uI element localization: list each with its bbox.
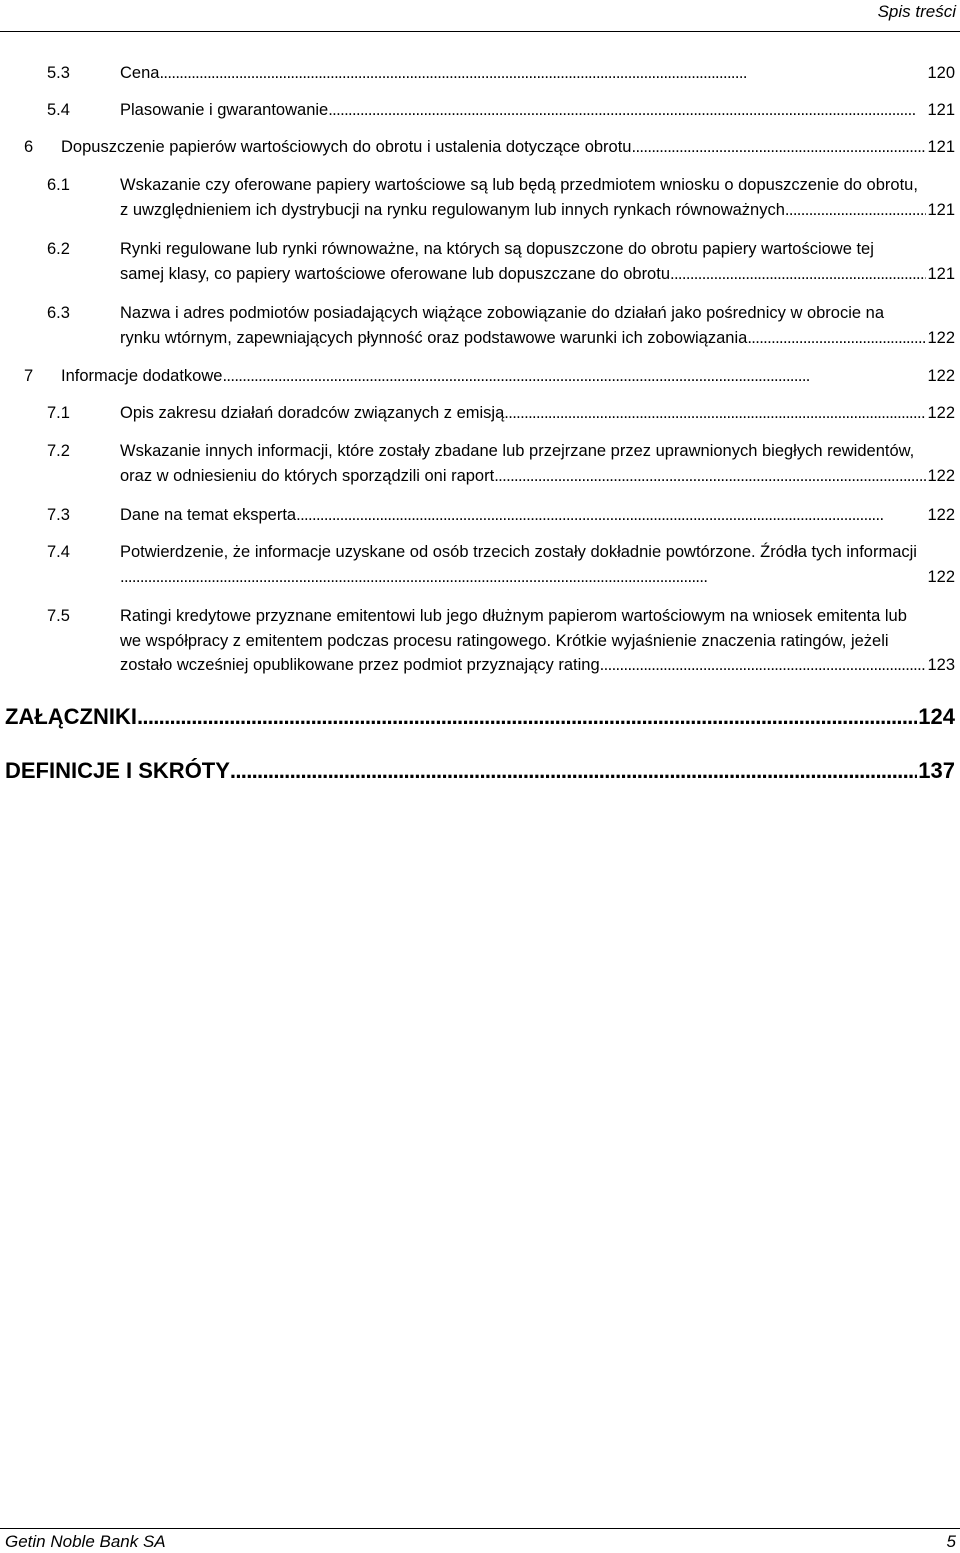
toc-entry-title-line: Rynki regulowane lub rynki równoważne, na których są dopuszczone do obrotu papiery wartościowe tej xyxy=(120,240,874,258)
toc-entry-title-line: Wskazanie innych informacji, które zostały zbadane lub przejrzane przez uprawnionych biegłych rewidentów, xyxy=(120,442,915,460)
toc-leader xyxy=(494,464,926,489)
toc-leader xyxy=(670,262,926,287)
toc-entry-number: 7.4 xyxy=(47,543,70,561)
toc-leader xyxy=(785,198,927,223)
toc-entry-page: 121 xyxy=(927,138,955,156)
toc-entry-title-line: Nazwa i adres podmiotów posiadających wiążące zobowiązanie do działań jako pośrednicy w obrocie na xyxy=(120,304,885,322)
toc-leader xyxy=(328,98,926,123)
toc-entry-page: 120 xyxy=(927,64,955,82)
toc-appendix-title: DEFINICJE I SKRÓTY xyxy=(5,758,230,783)
toc-entry-title: Dane na temat eksperta xyxy=(120,506,297,524)
toc-entry-page: 122 xyxy=(927,404,955,422)
toc-leader xyxy=(296,503,926,528)
toc-entry[interactable] xyxy=(47,503,955,528)
toc-leader xyxy=(120,565,926,590)
toc-entry[interactable] xyxy=(24,135,955,160)
toc-entry-title: Dopuszczenie papierów wartościowych do obrotu i ustalenia dotyczące obrotu xyxy=(61,138,632,156)
toc-entry-page: 122 xyxy=(927,567,955,586)
toc-entry-title: zostało wcześniej opublikowane przez podmiot przyznający rating xyxy=(120,656,600,674)
toc-entry[interactable] xyxy=(47,540,955,589)
toc-leader xyxy=(230,757,917,785)
toc-entry-number: 7.2 xyxy=(47,442,70,460)
toc-leader xyxy=(222,364,926,389)
toc-entry-title: Cena xyxy=(120,64,160,82)
toc-entry-number: 5.3 xyxy=(47,64,70,82)
toc-entry-title-line: Potwierdzenie, że informacje uzyskane od osób trzecich zostały dokładnie powtórzone. Źródła tych informacji xyxy=(120,543,917,561)
toc-entry-page: 123 xyxy=(927,656,955,674)
toc-entry-title: Informacje dodatkowe xyxy=(61,367,223,385)
toc-entry[interactable] xyxy=(47,401,955,426)
toc-entry-title-line: Wskazanie czy oferowane papiery wartościowe są lub będą przedmiotem wniosku o dopuszczenie do obrotu, xyxy=(120,176,918,194)
toc-leader xyxy=(137,703,917,731)
toc-entry-title: z uwzględnieniem ich dystrybucji na rynku regulowanym lub innych rynkach równoważnych xyxy=(120,200,785,219)
toc-entry-title-line: we współpracy z emitentem podczas procesu ratingowego. Krótkie wyjaśnienie znaczenia ratingów, jeżeli xyxy=(120,631,889,650)
toc-entry-page: 122 xyxy=(927,367,955,385)
toc-entry-number: 5.4 xyxy=(47,101,70,119)
page-number: 5 xyxy=(946,1532,956,1551)
toc-entry-number: 6 xyxy=(24,138,34,156)
toc-entry-page: 121 xyxy=(927,101,955,119)
toc-leader xyxy=(747,326,926,351)
toc-entry[interactable] xyxy=(24,364,955,389)
toc-leader xyxy=(504,401,926,426)
toc-entry[interactable] xyxy=(47,98,955,123)
header-title: Spis treści xyxy=(877,2,956,21)
toc-entry-title: Opis zakresu działań doradców związanych z emisją xyxy=(120,404,505,422)
toc-entry-page: 121 xyxy=(927,200,955,219)
toc-entry-number: 6.3 xyxy=(47,304,70,322)
toc-entry-number: 7.1 xyxy=(47,404,70,422)
toc-leader xyxy=(600,653,927,678)
toc-leader xyxy=(159,61,926,86)
toc-leader xyxy=(631,135,926,160)
toc-entry[interactable] xyxy=(47,439,955,488)
toc-entry-page: 121 xyxy=(927,264,955,283)
footer-company: Getin Noble Bank SA xyxy=(5,1532,166,1551)
toc-entry-number: 6.1 xyxy=(47,176,70,194)
toc-entry-title: samej klasy, co papiery wartościowe oferowane lub dopuszczane do obrotu xyxy=(120,264,670,283)
toc-entry-number: 7 xyxy=(24,367,34,385)
toc-appendix-page: 137 xyxy=(918,758,955,783)
footer-divider xyxy=(0,1528,960,1529)
toc-entry-title: rynku wtórnym, zapewniających płynność oraz podstawowe warunki ich zobowiązania xyxy=(120,328,748,347)
toc-entry-number: 6.2 xyxy=(47,240,70,258)
toc-entry-number: 7.3 xyxy=(47,506,70,524)
toc-appendix-title: ZAŁĄCZNIKI xyxy=(5,704,137,729)
toc-entry[interactable] xyxy=(47,604,955,678)
toc-entry-page: 122 xyxy=(927,328,955,347)
toc-appendix-entry[interactable] xyxy=(5,703,955,731)
toc-entry-title: Plasowanie i gwarantowanie xyxy=(120,101,329,119)
toc-appendix-entry[interactable] xyxy=(5,757,955,785)
toc-appendix-page: 124 xyxy=(918,704,955,729)
toc-entry-page: 122 xyxy=(927,506,955,524)
toc-entry[interactable] xyxy=(47,61,955,86)
toc-entry-title: oraz w odniesieniu do których sporządzili oni raport xyxy=(120,466,495,485)
toc-entry-number: 7.5 xyxy=(47,607,70,625)
toc-entry[interactable] xyxy=(47,301,955,350)
toc-entry-page: 122 xyxy=(927,466,955,485)
toc-entry[interactable] xyxy=(47,173,955,222)
toc-entry[interactable] xyxy=(47,237,955,286)
header-divider xyxy=(0,31,960,32)
toc-entry-title-line: Ratingi kredytowe przyznane emitentowi lub jego dłużnym papierom wartościowym na wniosek emitenta lub xyxy=(120,607,907,625)
